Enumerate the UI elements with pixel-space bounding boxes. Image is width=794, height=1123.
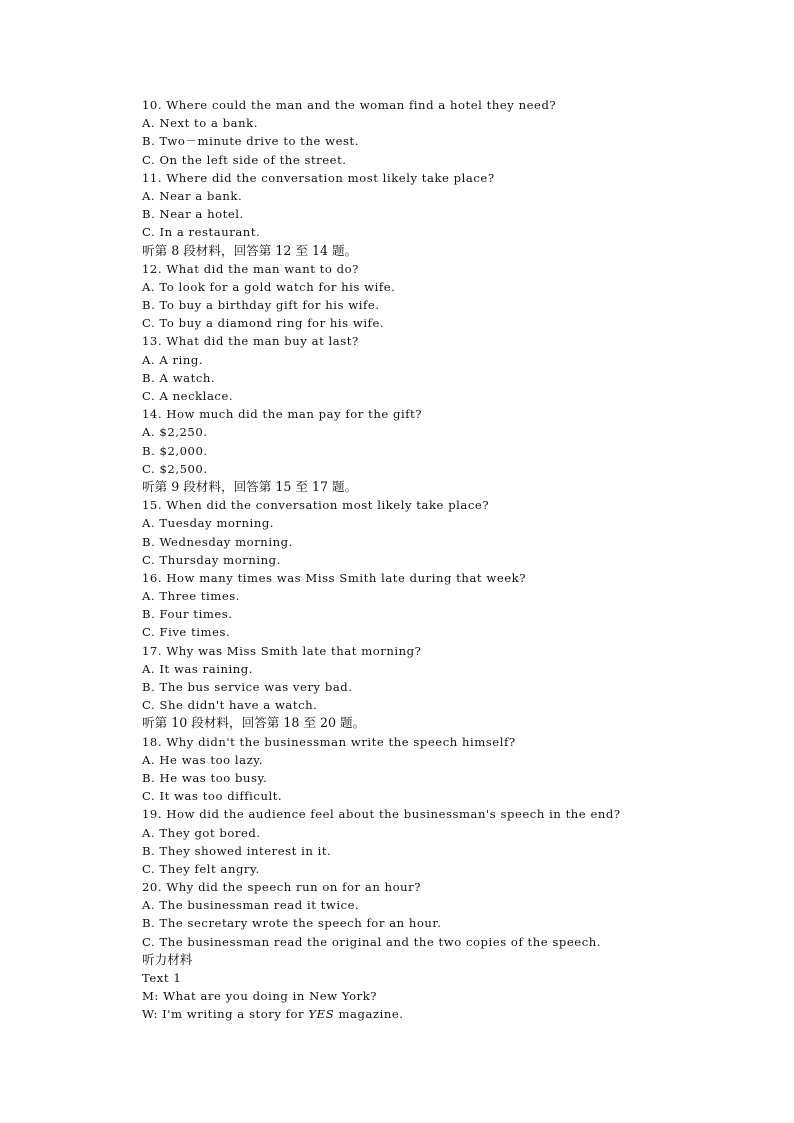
text-lines xyxy=(142,96,762,1005)
text-line: A. Next to a bank. xyxy=(142,116,258,131)
text-line: 17. Why was Miss Smith late that morning? xyxy=(142,643,422,658)
text-line: Text 1 xyxy=(142,971,182,985)
text-line: A. $2,250. xyxy=(142,425,208,440)
text-line: A. The businessman read it twice. xyxy=(142,898,360,913)
document-page xyxy=(142,96,762,1024)
text-line: 14. How much did the man pay for the gift? xyxy=(142,407,423,422)
text-line: A. A ring. xyxy=(142,352,204,367)
text-line: C. In a restaurant. xyxy=(142,225,261,240)
text-line: A. It was raining. xyxy=(142,661,253,676)
text-line-dialogue-w xyxy=(142,1005,762,1023)
text-line: B. Four times. xyxy=(142,607,233,622)
text-line: B. Two－minute drive to the west. xyxy=(142,134,359,149)
text-line: C. It was too difficult. xyxy=(142,789,283,804)
dialogue-text-after: magazine. xyxy=(334,1007,404,1022)
text-line: C. Thursday morning. xyxy=(142,552,281,567)
section-heading: 听第 8 段材料，回答第 12 至 14 题。 xyxy=(142,242,358,258)
text-line: B. Wednesday morning. xyxy=(142,534,293,549)
magazine-title-italic: YES xyxy=(308,1007,335,1022)
text-line: B. To buy a birthday gift for his wife. xyxy=(142,298,380,313)
text-line: C. On the left side of the street. xyxy=(142,152,347,167)
text-line: B. A watch. xyxy=(142,370,216,385)
text-line: 18. Why didn't the businessman write the speech himself? xyxy=(142,734,516,749)
text-line: C. A necklace. xyxy=(142,389,234,403)
text-line: C. The businessman read the original and the two copies of the speech. xyxy=(142,934,602,949)
text-line: C. They felt angry. xyxy=(142,861,260,876)
text-line: A. They got bored. xyxy=(142,825,261,840)
text-line: A. Near a bank. xyxy=(142,188,243,203)
section-heading: 听力材料 xyxy=(142,951,193,967)
text-line: A. To look for a gold watch for his wife. xyxy=(142,279,396,294)
text-line: A. Three times. xyxy=(142,589,240,604)
text-line: A. He was too lazy. xyxy=(142,752,264,767)
text-line: 20. Why did the speech run on for an hour? xyxy=(142,880,422,895)
text-line: 15. When did the conversation most likely take place? xyxy=(142,498,490,513)
text-line: B. He was too busy. xyxy=(142,770,268,785)
text-line: 10. Where could the man and the woman find a hotel they need? xyxy=(142,98,557,112)
text-line: B. Near a hotel. xyxy=(142,207,244,222)
text-line: A. Tuesday morning. xyxy=(142,516,275,531)
text-line: 11. Where did the conversation most likely take place? xyxy=(142,170,495,185)
section-heading: 听第 9 段材料，回答第 15 至 17 题。 xyxy=(142,478,358,494)
text-line: 19. How did the audience feel about the businessman's speech in the end? xyxy=(142,807,621,822)
text-line: B. The secretary wrote the speech for an hour. xyxy=(142,916,442,931)
text-line: C. $2,500. xyxy=(142,461,208,476)
text-line: C. To buy a diamond ring for his wife. xyxy=(142,316,385,331)
text-line: B. The bus service was very bad. xyxy=(142,680,353,694)
text-line: B. $2,000. xyxy=(142,443,208,458)
text-line: M: What are you doing in New York? xyxy=(142,989,378,1004)
text-line: C. Five times. xyxy=(142,625,231,640)
text-line: 12. What did the man want to do? xyxy=(142,261,359,276)
text-line: 13. What did the man buy at last? xyxy=(142,334,359,349)
dialogue-text-before: W: I'm writing a story for xyxy=(142,1007,309,1022)
text-line: C. She didn't have a watch. xyxy=(142,698,318,713)
text-line: 16. How many times was Miss Smith late during that week? xyxy=(142,570,526,585)
section-heading: 听第 10 段材料，回答第 18 至 20 题。 xyxy=(142,715,366,731)
text-line: B. They showed interest in it. xyxy=(142,843,332,858)
